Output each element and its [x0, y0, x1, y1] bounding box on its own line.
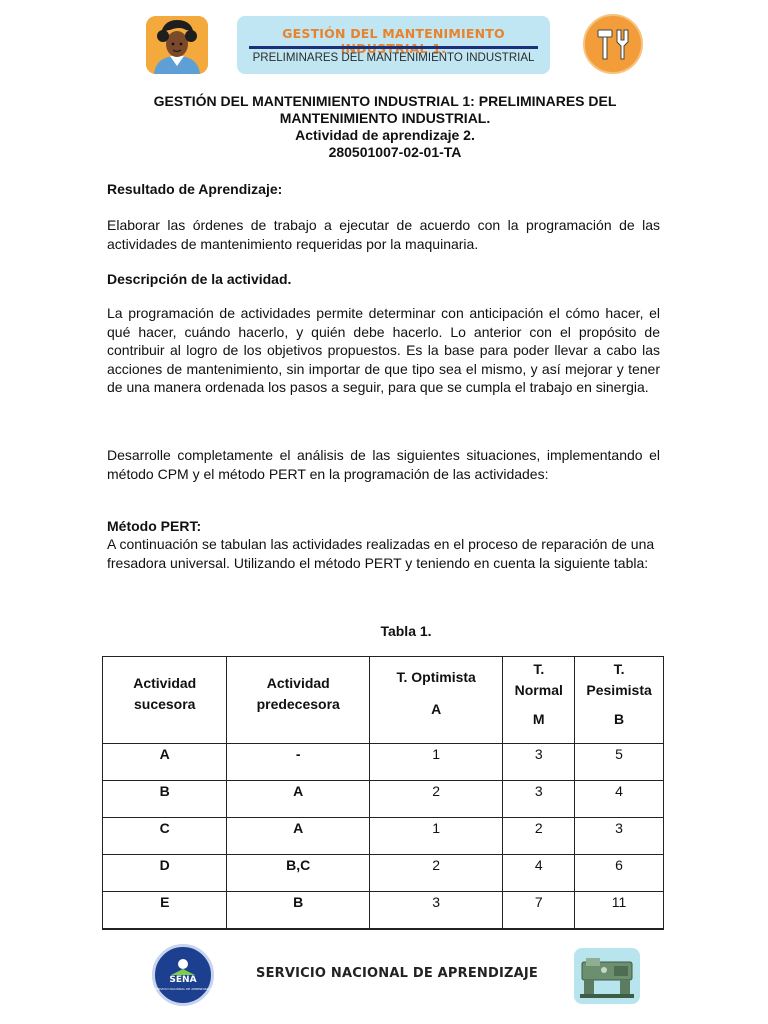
- table-caption: Tabla 1.: [380, 623, 432, 639]
- header-optimistic: [369, 657, 502, 744]
- cell-successor: C: [103, 818, 227, 855]
- cell-successor: A: [103, 744, 227, 781]
- header-normal-l3: M: [532, 711, 545, 727]
- header-successor: [103, 657, 227, 744]
- cell-predecessor: -: [227, 744, 369, 781]
- cell-predecessor: A: [227, 781, 369, 818]
- header-optimistic-l2: A: [431, 701, 442, 717]
- header-successor-l1: Actividad: [133, 675, 197, 691]
- cell-optimistic: 3: [369, 892, 502, 930]
- document-title-line1: GESTIÓN DEL MANTENIMIENTO INDUSTRIAL 1: PRELIMINARES DEL: [153, 93, 617, 109]
- cell-pessimistic: 4: [575, 781, 664, 818]
- cell-pessimistic: 3: [575, 818, 664, 855]
- table-row: [103, 855, 664, 892]
- table-row: [103, 818, 664, 855]
- table-row: [103, 892, 664, 930]
- banner-subtitle: PRELIMINARES DEL MANTENIMIENTO INDUSTRIAL: [252, 52, 535, 64]
- header-predecessor-l2: predecesora: [256, 696, 340, 712]
- cell-normal: 2: [503, 818, 575, 855]
- cell-optimistic: 2: [369, 781, 502, 818]
- cell-successor: E: [103, 892, 227, 930]
- cell-successor: D: [103, 855, 227, 892]
- instructions-paragraph: Desarrolle completamente el análisis de las siguientes situaciones, implementando el método CPM y el método PERT en la programación de las actividades:: [107, 447, 660, 482]
- table-header-row: [103, 657, 664, 744]
- banner-title: GESTIÓN DEL MANTENIMIENTO: [282, 26, 505, 41]
- header-predecessor-l1: Actividad: [266, 675, 330, 691]
- page-header: [0, 12, 768, 78]
- cell-predecessor: B: [227, 892, 369, 930]
- header-optimistic-l1: T. Optimista: [396, 669, 476, 685]
- cell-normal: 3: [503, 744, 575, 781]
- header-pessimistic-l3: B: [614, 711, 625, 727]
- cell-normal: 7: [503, 892, 575, 930]
- pert-paragraph: A continuación se tabulan las actividades realizadas en el proceso de reparación de una fresadora universal. Utilizando el método PERT y teniendo en cuenta la siguiente tabla:: [107, 536, 655, 571]
- cell-pessimistic: 5: [575, 744, 664, 781]
- cell-predecessor: B,C: [227, 855, 369, 892]
- header-normal: [503, 657, 575, 744]
- hammer-wrench-icon: [583, 14, 643, 74]
- cell-pessimistic: 6: [575, 855, 664, 892]
- cell-pessimistic: 11: [575, 892, 664, 930]
- cell-optimistic: 1: [369, 818, 502, 855]
- footer-institution-name: SERVICIO NACIONAL DE APRENDIZAJE: [256, 966, 539, 981]
- activity-code: 280501007-02-01-TA: [328, 144, 462, 160]
- table-row: [103, 781, 664, 818]
- header-predecessor: [227, 657, 369, 744]
- result-paragraph: Elaborar las órdenes de trabajo a ejecutar de acuerdo con la programación de las actividades de mantenimiento requeridas por la maquinaria.: [107, 217, 660, 252]
- cell-normal: 4: [503, 855, 575, 892]
- header-pessimistic-l2: Pesimista: [586, 682, 652, 698]
- cell-predecessor: A: [227, 818, 369, 855]
- table-row: [103, 744, 664, 781]
- page-footer: [0, 944, 768, 1010]
- cell-normal: 3: [503, 781, 575, 818]
- banner-divider: [249, 46, 538, 49]
- description-heading: Descripción de la actividad.: [107, 271, 292, 287]
- lathe-machine-icon: [574, 948, 640, 1004]
- pert-heading: Método PERT:: [107, 518, 202, 534]
- activity-title: Actividad de aprendizaje 2.: [295, 127, 475, 143]
- cell-optimistic: 2: [369, 855, 502, 892]
- header-successor-l2: sucesora: [133, 696, 196, 712]
- course-banner: [237, 16, 550, 74]
- cell-optimistic: 1: [369, 744, 502, 781]
- header-normal-l2: Normal: [514, 682, 563, 698]
- cell-successor: B: [103, 781, 227, 818]
- description-paragraph: La programación de actividades permite determinar con anticipación el cómo hacer, el qué hacer, cuándo hacerlo, y quién debe hacerlo. Lo anterior con el propósito de contribuir al logro de los objetivos propuestos. Es la base para poder llevar a cabo las acciones de mantenimiento, sin importar de que tipo sea el mismo, y así mejorar y tener de una manera ordenada los pasos a seguir, para que se cumpla el trabajo en sinergia.: [107, 305, 660, 395]
- sena-logo-subtext: SERVICIO NACIONAL DE APRENDIZAJE: [155, 987, 211, 991]
- header-pessimistic-l1: T.: [613, 661, 625, 677]
- sena-logo-text: SENA: [169, 975, 197, 985]
- document-title-line2: MANTENIMIENTO INDUSTRIAL.: [279, 110, 491, 126]
- result-heading: Resultado de Aprendizaje:: [107, 181, 283, 197]
- header-pessimistic: [575, 657, 664, 744]
- sena-logo: [152, 944, 214, 1006]
- document-title: [90, 93, 680, 127]
- header-normal-l1: T.: [533, 661, 545, 677]
- student-avatar-icon: [146, 16, 208, 74]
- pert-table: [102, 656, 664, 930]
